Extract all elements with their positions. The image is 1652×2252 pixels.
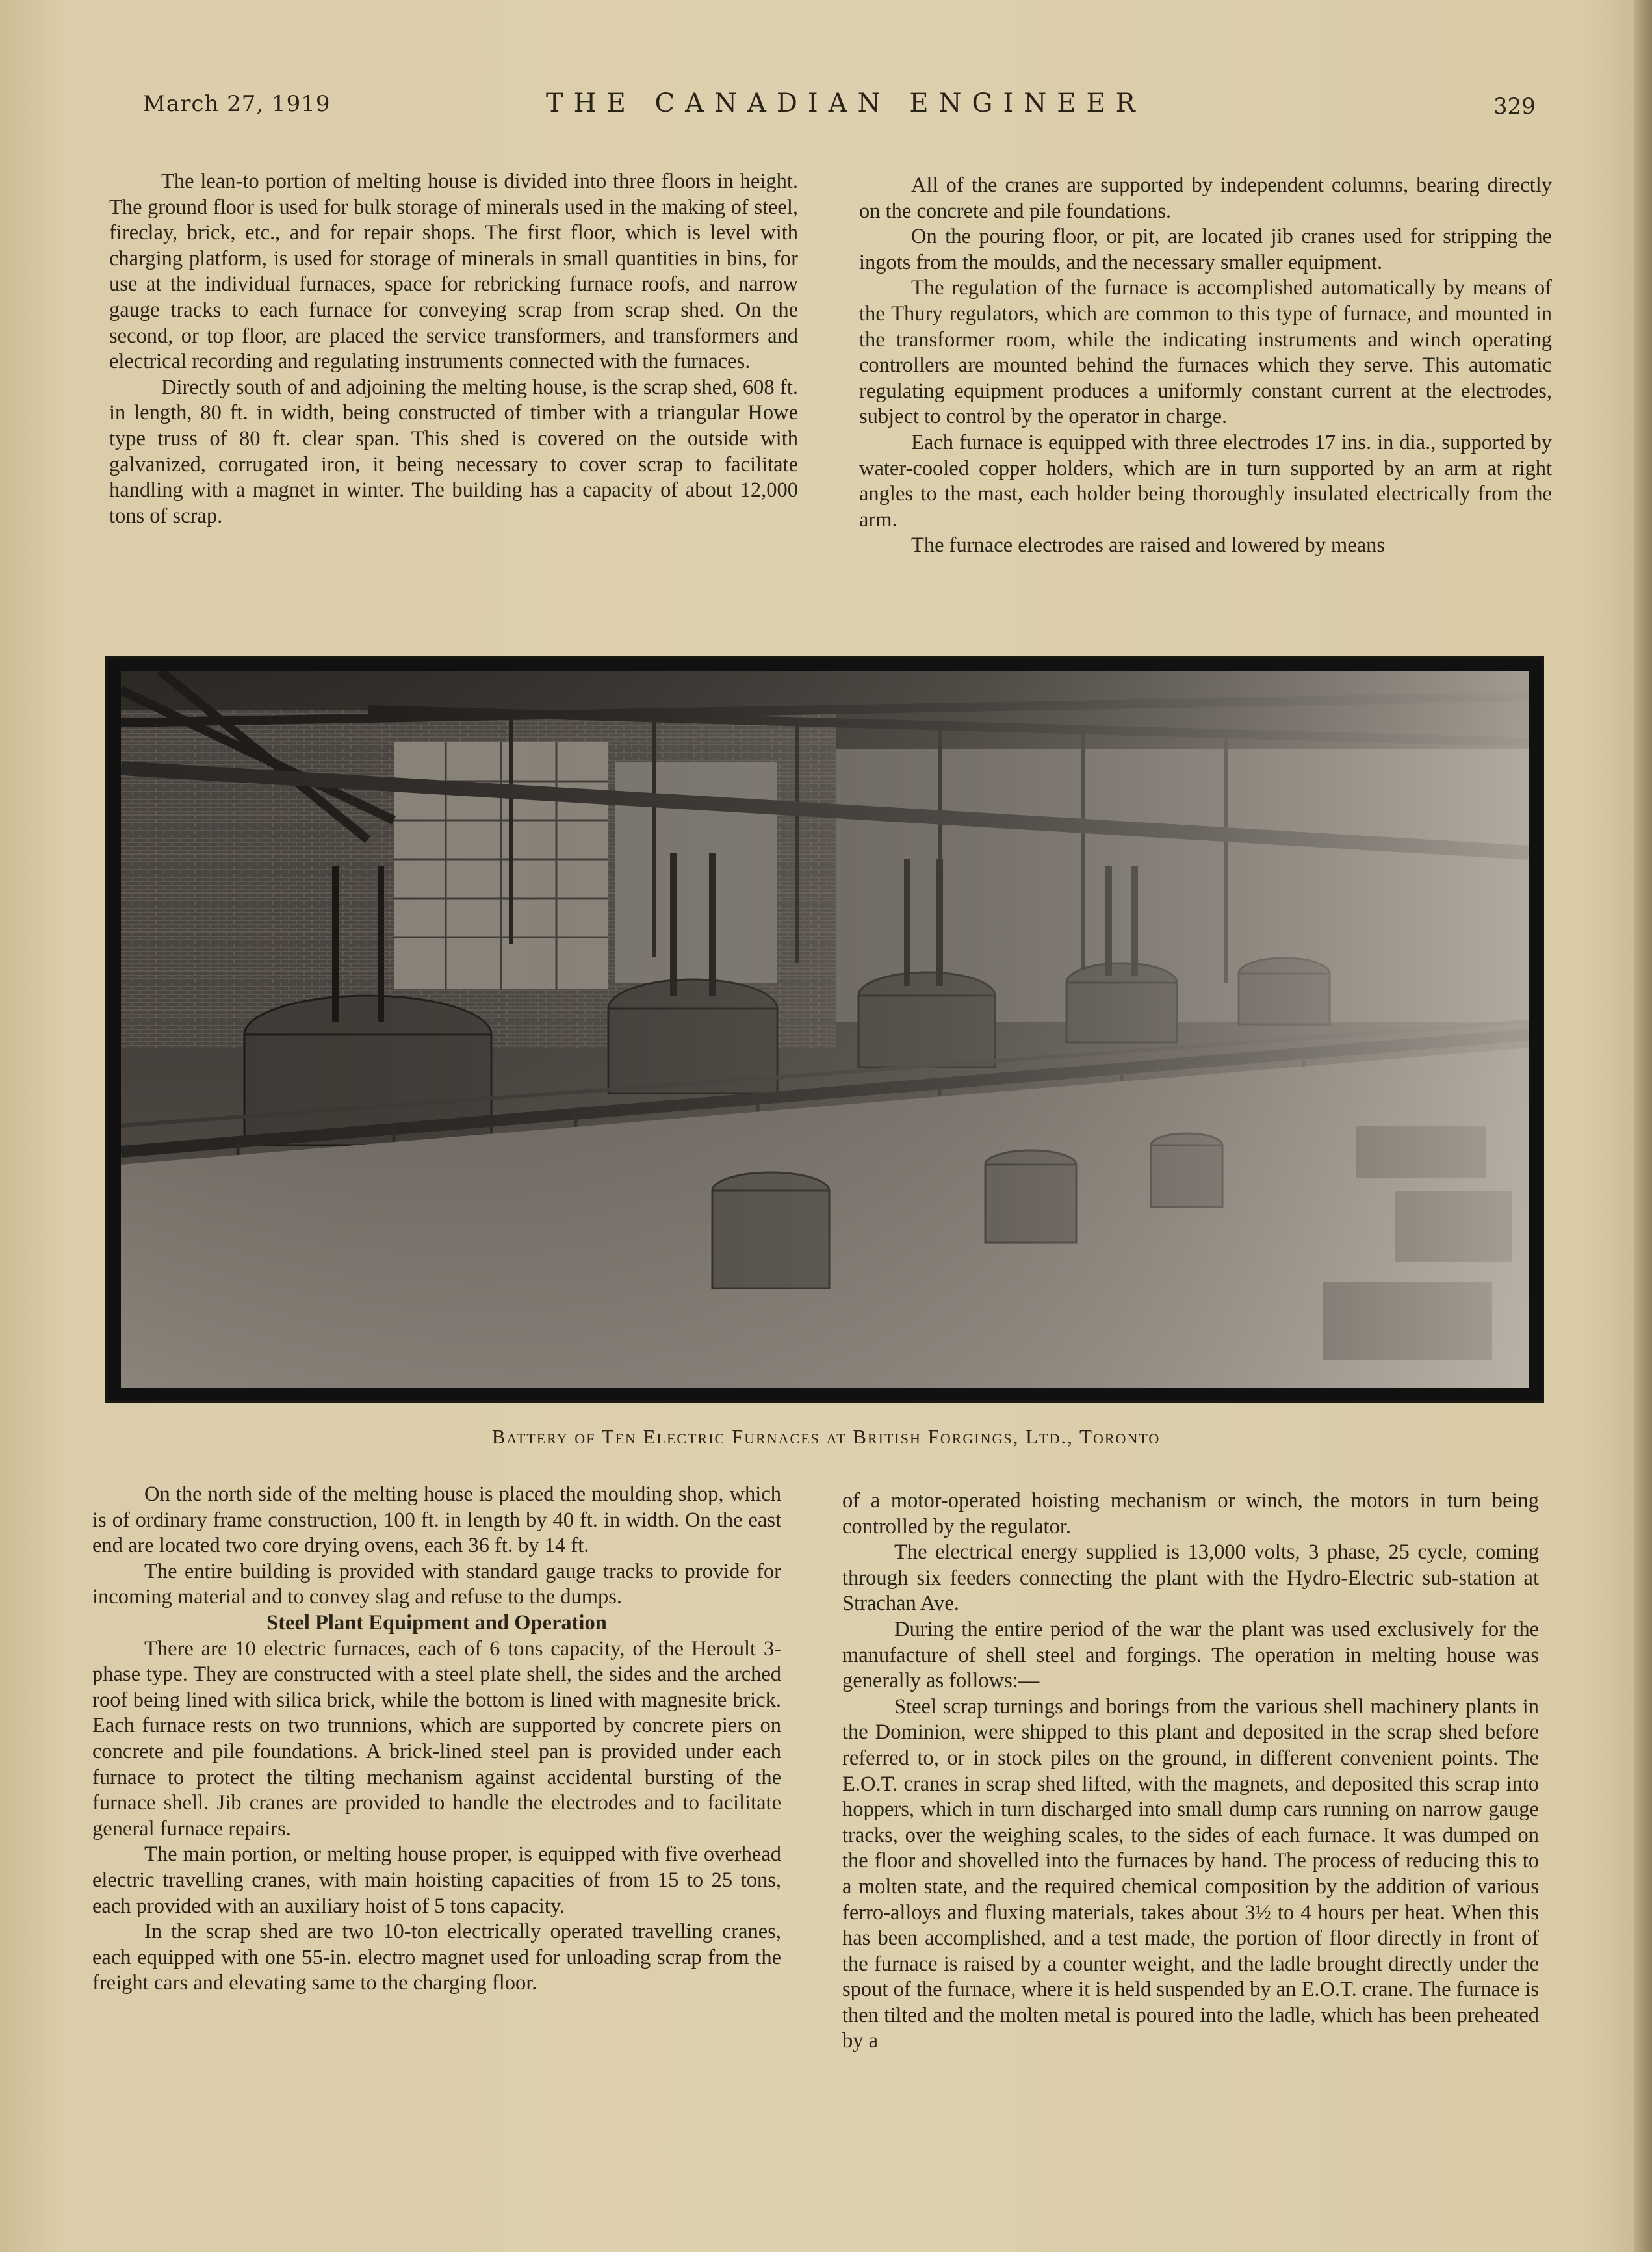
paragraph: Directly south of and adjoining the melting house, is the scrap shed, 608 ft. in length, 80 ft. in width, being constructed of timber with a triangular Howe type truss of 80 ft. clear span. This shed is covered on the outside with galvanized, corrugated iron, it being necessary to cover scrap to facilitate handling with a magnet in winter. The building has a capacity of about 12,000 tons of scrap. bbox=[109, 375, 798, 528]
column-bottom-left bbox=[92, 1482, 781, 1997]
paragraph: On the north side of the melting house is placed the moulding shop, which is of ordinary frame construction, 100 ft. in length by 40 ft. in width. On the east end are located two core drying ovens, each 36 ft. by 14 ft. bbox=[92, 1482, 781, 1558]
paragraph: The lean-to portion of melting house is divided into three floors in height. The ground floor is used for bulk storage of minerals used in the making of steel, fireclay, brick, etc., and for repair shops. The first floor, which is level with charging platform, is used for storage of minerals in small quantities in bins, for use at the individual furnaces, space for rebricking furnace roofs, and narrow gauge tracks to each furnace for conveying scrap from scrap shed. On the second, or top floor, are placed the service transformers, and transformers and electrical recording and regulating instruments connected with the furnaces. bbox=[109, 170, 798, 374]
paragraph: Steel scrap turnings and borings from the various shell machinery plants in the Dominion, were shipped to this plant and deposited in the scrap shed before referred to, or in stock piles on the ground, in different convenient points. The E.O.T. cranes in scrap shed lifted, with the magnets, and deposited this scrap into hoppers, which in turn discharged into small dump cars running on narrow gauge tracks, over the weighing scales, to the sides of each furnace. It was dumped on the floor and shovelled into the furnaces by hand. The process of reducing this to a molten state, and the required chemical composition by the addition of various ferro-alloys and fluxing materials, takes about 3½ to 4 hours per heat. When this has been accomplished, and a test made, the portion of floor directly in front of the furnace is raised by a counter weight, and the ladle brought directly under the spout of the furnace, where it is held suspended by an E.O.T. crane. The furnace is then tilted and the molten metal is poured into the ladle, which has been preheated by a bbox=[842, 1694, 1539, 2053]
column-top-right bbox=[859, 173, 1552, 559]
paragraph: All of the cranes are supported by independent columns, bearing directly on the concrete and pile foundations. bbox=[859, 174, 1552, 223]
paragraph: The electrical energy supplied is 13,000 volts, 3 phase, 25 cycle, coming through six feeders connecting the plant with the Hydro-Electric sub-station at Strachan Ave. bbox=[842, 1540, 1539, 1616]
paragraph: In the scrap shed are two 10-ton electrically operated travelling cranes, each equipped with one 55-in. electro magnet used for unloading scrap from the freight cars and elevating same to the charging floor. bbox=[92, 1920, 781, 1995]
binding-edge bbox=[1634, 0, 1652, 2252]
column-top-left bbox=[109, 169, 798, 529]
paragraph: Each furnace is equipped with three electrodes 17 ins. in dia., supported by water-cooled copper holders, which are in turn supported by an arm at right angles to the mast, each holder being thoroughly insulated electrically from the arm. bbox=[859, 430, 1552, 532]
column-bottom-right bbox=[842, 1488, 1539, 2054]
page-number: 329 bbox=[1493, 94, 1536, 120]
paragraph: The regulation of the furnace is accomplished automatically by means of the Thury regulators, which are common to this type of furnace, and mounted in the transformer room, while the indicating instruments and winch operating controllers are mounted behind the furnaces which they serve. This automatic regulating equipment produces a uniformly constant current at the electrodes, subject to control by the operator in charge. bbox=[859, 276, 1552, 429]
paragraph: During the entire period of the war the plant was used exclusively for the manufacture of shell steel and forgings. The operation in melting house was generally as follows:— bbox=[842, 1617, 1539, 1693]
issue-date: March 27, 1919 bbox=[143, 91, 331, 117]
running-head bbox=[0, 88, 1652, 130]
figure-caption: Battery of Ten Electric Furnaces at British Forgings, Ltd., Toronto bbox=[491, 1425, 1161, 1448]
paragraph: of a motor-operated hoisting mechanism or winch, the motors in turn being controlled by the regulator. bbox=[842, 1489, 1539, 1538]
section-heading: Steel Plant Equipment and Operation bbox=[266, 1611, 607, 1635]
paragraph: The main portion, or melting house proper, is equipped with five overhead electric travelling cranes, with main hoisting capacities of from 15 to 25 tons, each provided with an auxiliary hoist of 5 tons capacity. bbox=[92, 1843, 781, 1918]
paragraph: There are 10 electric furnaces, each of 6 tons capacity, of the Heroult 3-phase type. They are constructed with a steel plate shell, the sides and the arched roof being lined with silica brick, while the bottom is lined with magnesite brick. Each furnace rests on two trunnions, which are supported by concrete piers on concrete and pile foundations. A brick-lined steel pan is provided under each furnace to protect the tilting mechanism against accidental bursting of the furnace shell. Jib cranes are provided to handle the electrodes and to facilitate general furnace repairs. bbox=[92, 1637, 781, 1841]
paragraph: On the pouring floor, or pit, are located jib cranes used for stripping the ingots from the moulds, and the necessary smaller equipment. bbox=[859, 225, 1552, 274]
paragraph: The furnace electrodes are raised and lowered by means bbox=[911, 534, 1386, 558]
furnace-battery-photo bbox=[121, 671, 1529, 1388]
figure-photo-frame bbox=[105, 656, 1544, 1403]
paragraph: The entire building is provided with standard gauge tracks to provide for incoming material and to convey slag and refuse to the dumps. bbox=[92, 1559, 781, 1609]
journal-title: THE CANADIAN ENGINEER bbox=[546, 88, 1146, 118]
